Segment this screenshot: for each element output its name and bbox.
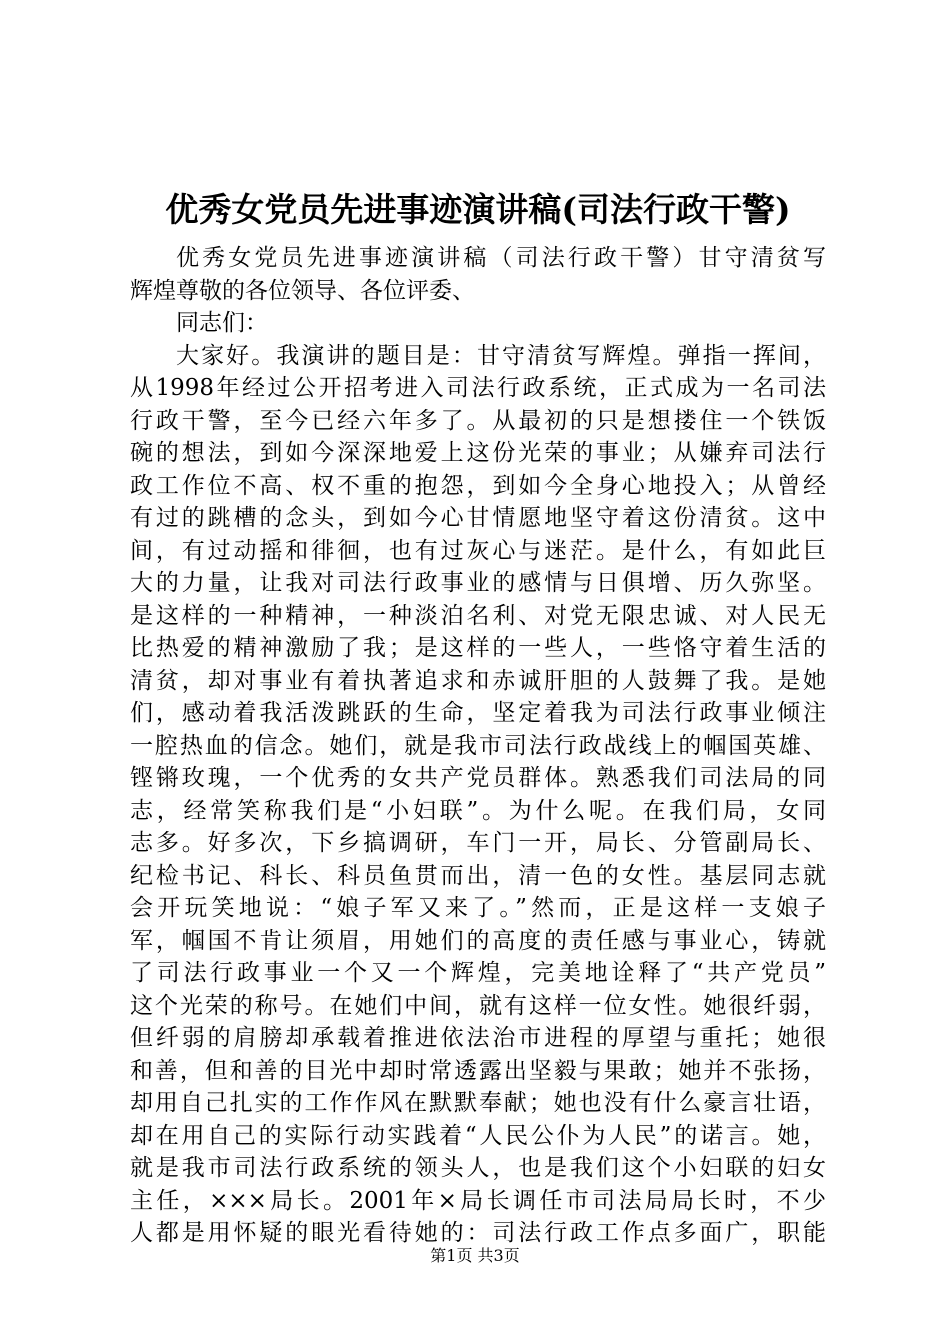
text-line: 行政干警，至今已经六年多了。从最初的只是想搂住一个铁饭 xyxy=(130,407,826,434)
text-line: 们，感动着我活泼跳跃的生命，坚定着我为司法行政事业倾注 xyxy=(130,700,826,726)
text-line: 优秀女党员先进事迹演讲稿（司法行政干警）甘守清贫写 xyxy=(176,245,826,271)
document-body xyxy=(130,242,826,1250)
text-line: 政工作位不高、权不重的抱怨，到如今全身心地投入；从曾经 xyxy=(130,472,826,499)
text-line: 碗的想法，到如今深深地爱上这份光荣的事业；从嫌弃司法行 xyxy=(130,440,826,466)
text-line: 从1998年经过公开招考进入司法行政系统，正式成为一名司法 xyxy=(130,375,826,401)
text-line: 会开玩笑地说：“娘子军又来了。”然而，正是这样一支娘子 xyxy=(130,895,826,921)
text-line: 同志们： xyxy=(176,310,268,336)
text-line: 却用自己扎实的工作作风在默默奉献；她也没有什么豪言壮语， xyxy=(130,1090,826,1116)
text-line: 志，经常笑称我们是“小妇联”。为什么呢。在我们局，女同 xyxy=(130,797,826,824)
text-line: 是这样的一种精神，一种淡泊名利、对党无限忠诚、对人民无 xyxy=(130,602,826,629)
text-line: 大家好。我演讲的题目是：甘守清贫写辉煌。弹指一挥间， xyxy=(176,342,826,369)
text-line: 就是我市司法行政系统的领头人，也是我们这个小妇联的妇女 xyxy=(130,1155,826,1181)
text-line: 纪检书记、科长、科员鱼贯而出，清一色的女性。基层同志就 xyxy=(130,862,826,889)
text-line: 志多。好多次，下乡搞调研，车门一开，局长、分管副局长、 xyxy=(130,830,826,856)
text-line: 间，有过动摇和徘徊，也有过灰心与迷茫。是什么，有如此巨 xyxy=(130,537,826,564)
text-line: 主任，×××局长。2001年×局长调任市司法局局长时，不少 xyxy=(130,1187,826,1214)
text-line: 这个光荣的称号。在她们中间，就有这样一位女性。她很纤弱， xyxy=(130,992,826,1019)
text-line: 清贫，却对事业有着执著追求和赤诚肝胆的人鼓舞了我。是她 xyxy=(130,667,826,694)
text-line: 大的力量，让我对司法行政事业的感情与日俱增、历久弥坚。 xyxy=(130,570,826,596)
text-line: 但纤弱的肩膀却承载着推进依法治市进程的厚望与重托；她很 xyxy=(130,1025,826,1051)
page-footer: 第1页 共3页 xyxy=(430,1246,520,1265)
text-line: 和善，但和善的目光中却时常透露出坚毅与果敢；她并不张扬， xyxy=(130,1057,826,1084)
text-line: 军，帼国不肯让须眉，用她们的高度的责任感与事业心，铸就 xyxy=(130,927,826,954)
document-title: 优秀女党员先进事迹演讲稿(司法行政干警) xyxy=(165,190,791,229)
text-line: 有过的跳槽的念头，到如今心甘情愿地坚守着这份清贫。这中 xyxy=(130,505,826,531)
text-line: 辉煌尊敬的各位领导、各位评委、 xyxy=(130,277,475,304)
text-line: 却在用自己的实际行动实践着“人民公仆为人民”的诺言。她， xyxy=(130,1122,826,1149)
text-line: 一腔热血的信念。她们，就是我市司法行政战线上的帼国英雄、 xyxy=(130,732,826,759)
text-line: 人都是用怀疑的眼光看待她的：司法行政工作点多面广，职能 xyxy=(130,1220,826,1246)
text-line: 比热爱的精神激励了我；是这样的一些人，一些恪守着生活的 xyxy=(130,635,826,661)
text-line: 铿锵玫瑰，一个优秀的女共产党员群体。熟悉我们司法局的同 xyxy=(130,765,826,791)
text-line: 了司法行政事业一个又一个辉煌，完美地诠释了“共产党员” xyxy=(130,960,826,986)
